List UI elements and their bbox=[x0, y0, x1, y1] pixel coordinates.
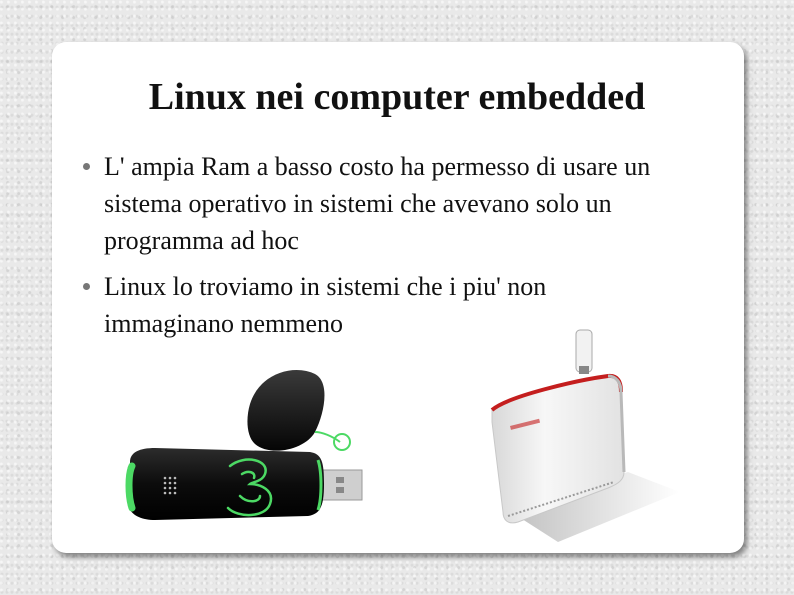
wireless-router-icon bbox=[458, 322, 686, 552]
router-image bbox=[458, 322, 686, 552]
slide-title: Linux nei computer embedded bbox=[148, 76, 646, 118]
bullet-list bbox=[80, 148, 680, 351]
bullet-dot-icon bbox=[83, 283, 90, 290]
bullet-text: L' ampia Ram a basso costo ha permesso di usare un sistema operativo in sistemi che avevano solo un programma ad hoc bbox=[104, 152, 651, 255]
usb-modem-image bbox=[110, 362, 370, 532]
bullet-item bbox=[80, 148, 680, 259]
bullet-text: Linux lo troviamo in sistemi che i piu' non immaginano nemmeno bbox=[104, 272, 547, 338]
bullet-dot-icon bbox=[83, 163, 90, 170]
usb-modem-key-icon bbox=[110, 362, 370, 532]
